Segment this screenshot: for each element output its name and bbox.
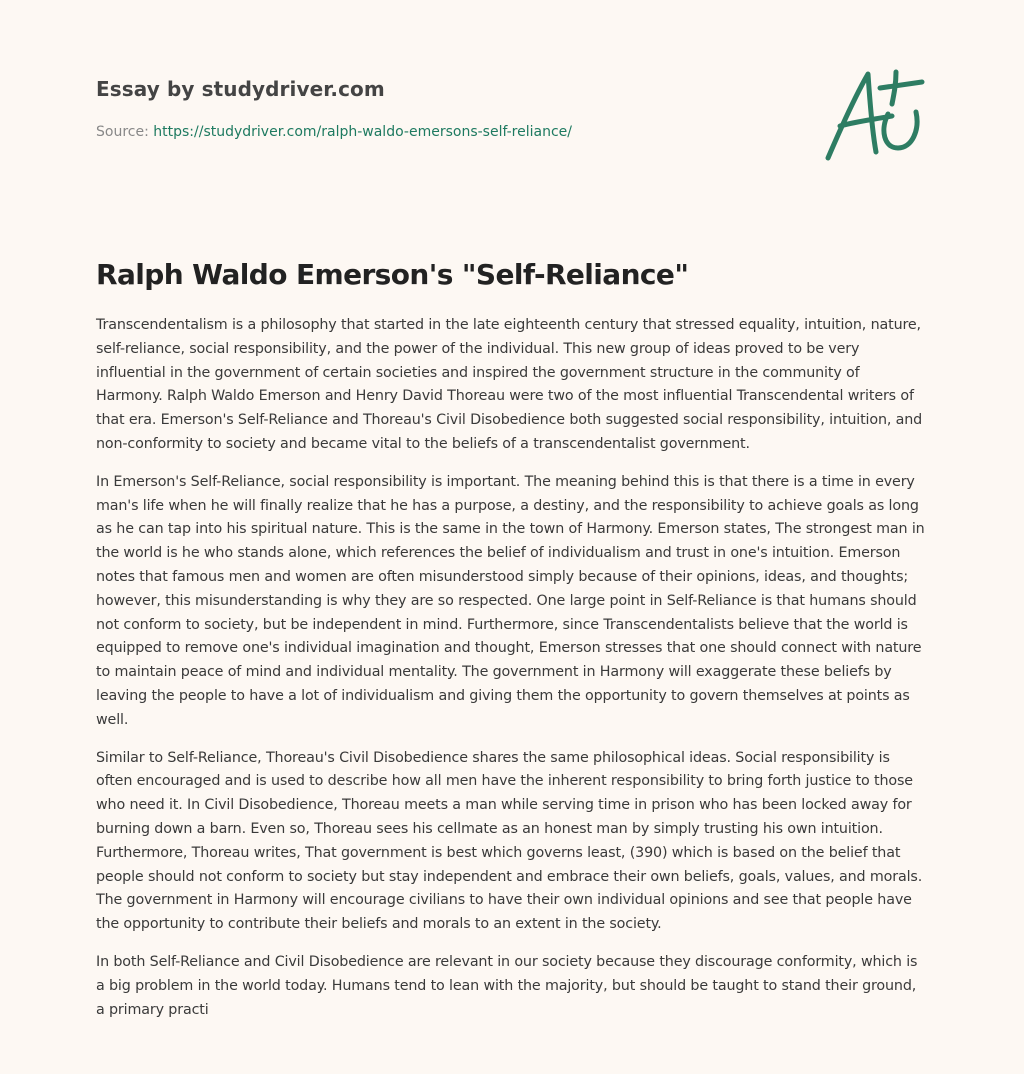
essay-paragraph: In Emerson's Self-Reliance, social responsibility is important. The meaning behind this is that there is a time in every man's life when he will finally realize that he has a purpose, a destiny, and the responsibility to achieve goals as long as he can tap into his spiritual nature. This is the same in the town of Harmony. Emerson states, The strongest man in the world is he who stands alone, which references the belief of individualism and trust in one's intuition. Emerson notes that famous men and women are often misunderstood simply because of their opinions, ideas, and thoughts; however, this misunderstanding is why they are so respected. One large point in Self-Reliance is that humans should not conform to society, but be independent in mind. Furthermore, since Transcendentalists believe that the world is equipped to remove one's individual imagination and thought, Emerson stresses that one should connect with nature to maintain peace of mind and individual mentality. The government in Harmony will exaggerate these beliefs by leaving the people to have a lot of individualism and giving them the opportunity to govern themselves at points as well. [96,473,925,728]
essay-body [96,314,928,1036]
a-plus-logo-icon [818,64,930,168]
source-line [96,122,776,142]
essay-paragraph: In both Self-Reliance and Civil Disobedience are relevant in our society because they discourage conformity, which is a big problem in the world today. Humans tend to lean with the majority, but should be taught to stand their ground, a primary practi [96,953,918,1018]
essay-title: Ralph Waldo Emerson's "Self-Reliance" [96,258,689,291]
brand-title: Essay by studydriver.com [96,77,385,101]
essay-paragraph: Similar to Self-Reliance, Thoreau's Civil Disobedience shares the same philosophical ideas. Social responsibility is often encouraged and is used to describe how all men have the inherent responsibility to bring forth justice to those who need it. In Civil Disobedience, Thoreau meets a man while serving time in prison who has been locked away for burning down a barn. Even so, Thoreau sees his cellmate as an honest man by simply trusting his own intuition. Furthermore, Thoreau writes, That government is best which governs least, (390) which is based on the belief that people should not conform to society but stay independent and embrace their own beliefs, goals, values, and morals. The government in Harmony will encourage civilians to have their own individual opinions and see that people have the opportunity to contribute their beliefs and morals to an extent in the society. [96,749,923,933]
essay-paragraph: Transcendentalism is a philosophy that started in the late eighteenth century that stressed equality, intuition, nature, self-reliance, social responsibility, and the power of the individual. This new group of ideas proved to be very influential in the government of certain societies and inspired the government structure in the community of Harmony. Ralph Waldo Emerson and Henry David Thoreau were two of the most influential Transcendental writers of that era. Emerson's Self-Reliance and Thoreau's Civil Disobedience both suggested social responsibility, intuition, and non-conformity to society and became vital to the beliefs of a transcendentalist government. [96,317,923,452]
source-label: Source: [96,124,149,140]
source-link[interactable]: https://studydriver.com/ralph-waldo-emersons-self-reliance/ [153,124,572,140]
essay-header [96,70,776,142]
